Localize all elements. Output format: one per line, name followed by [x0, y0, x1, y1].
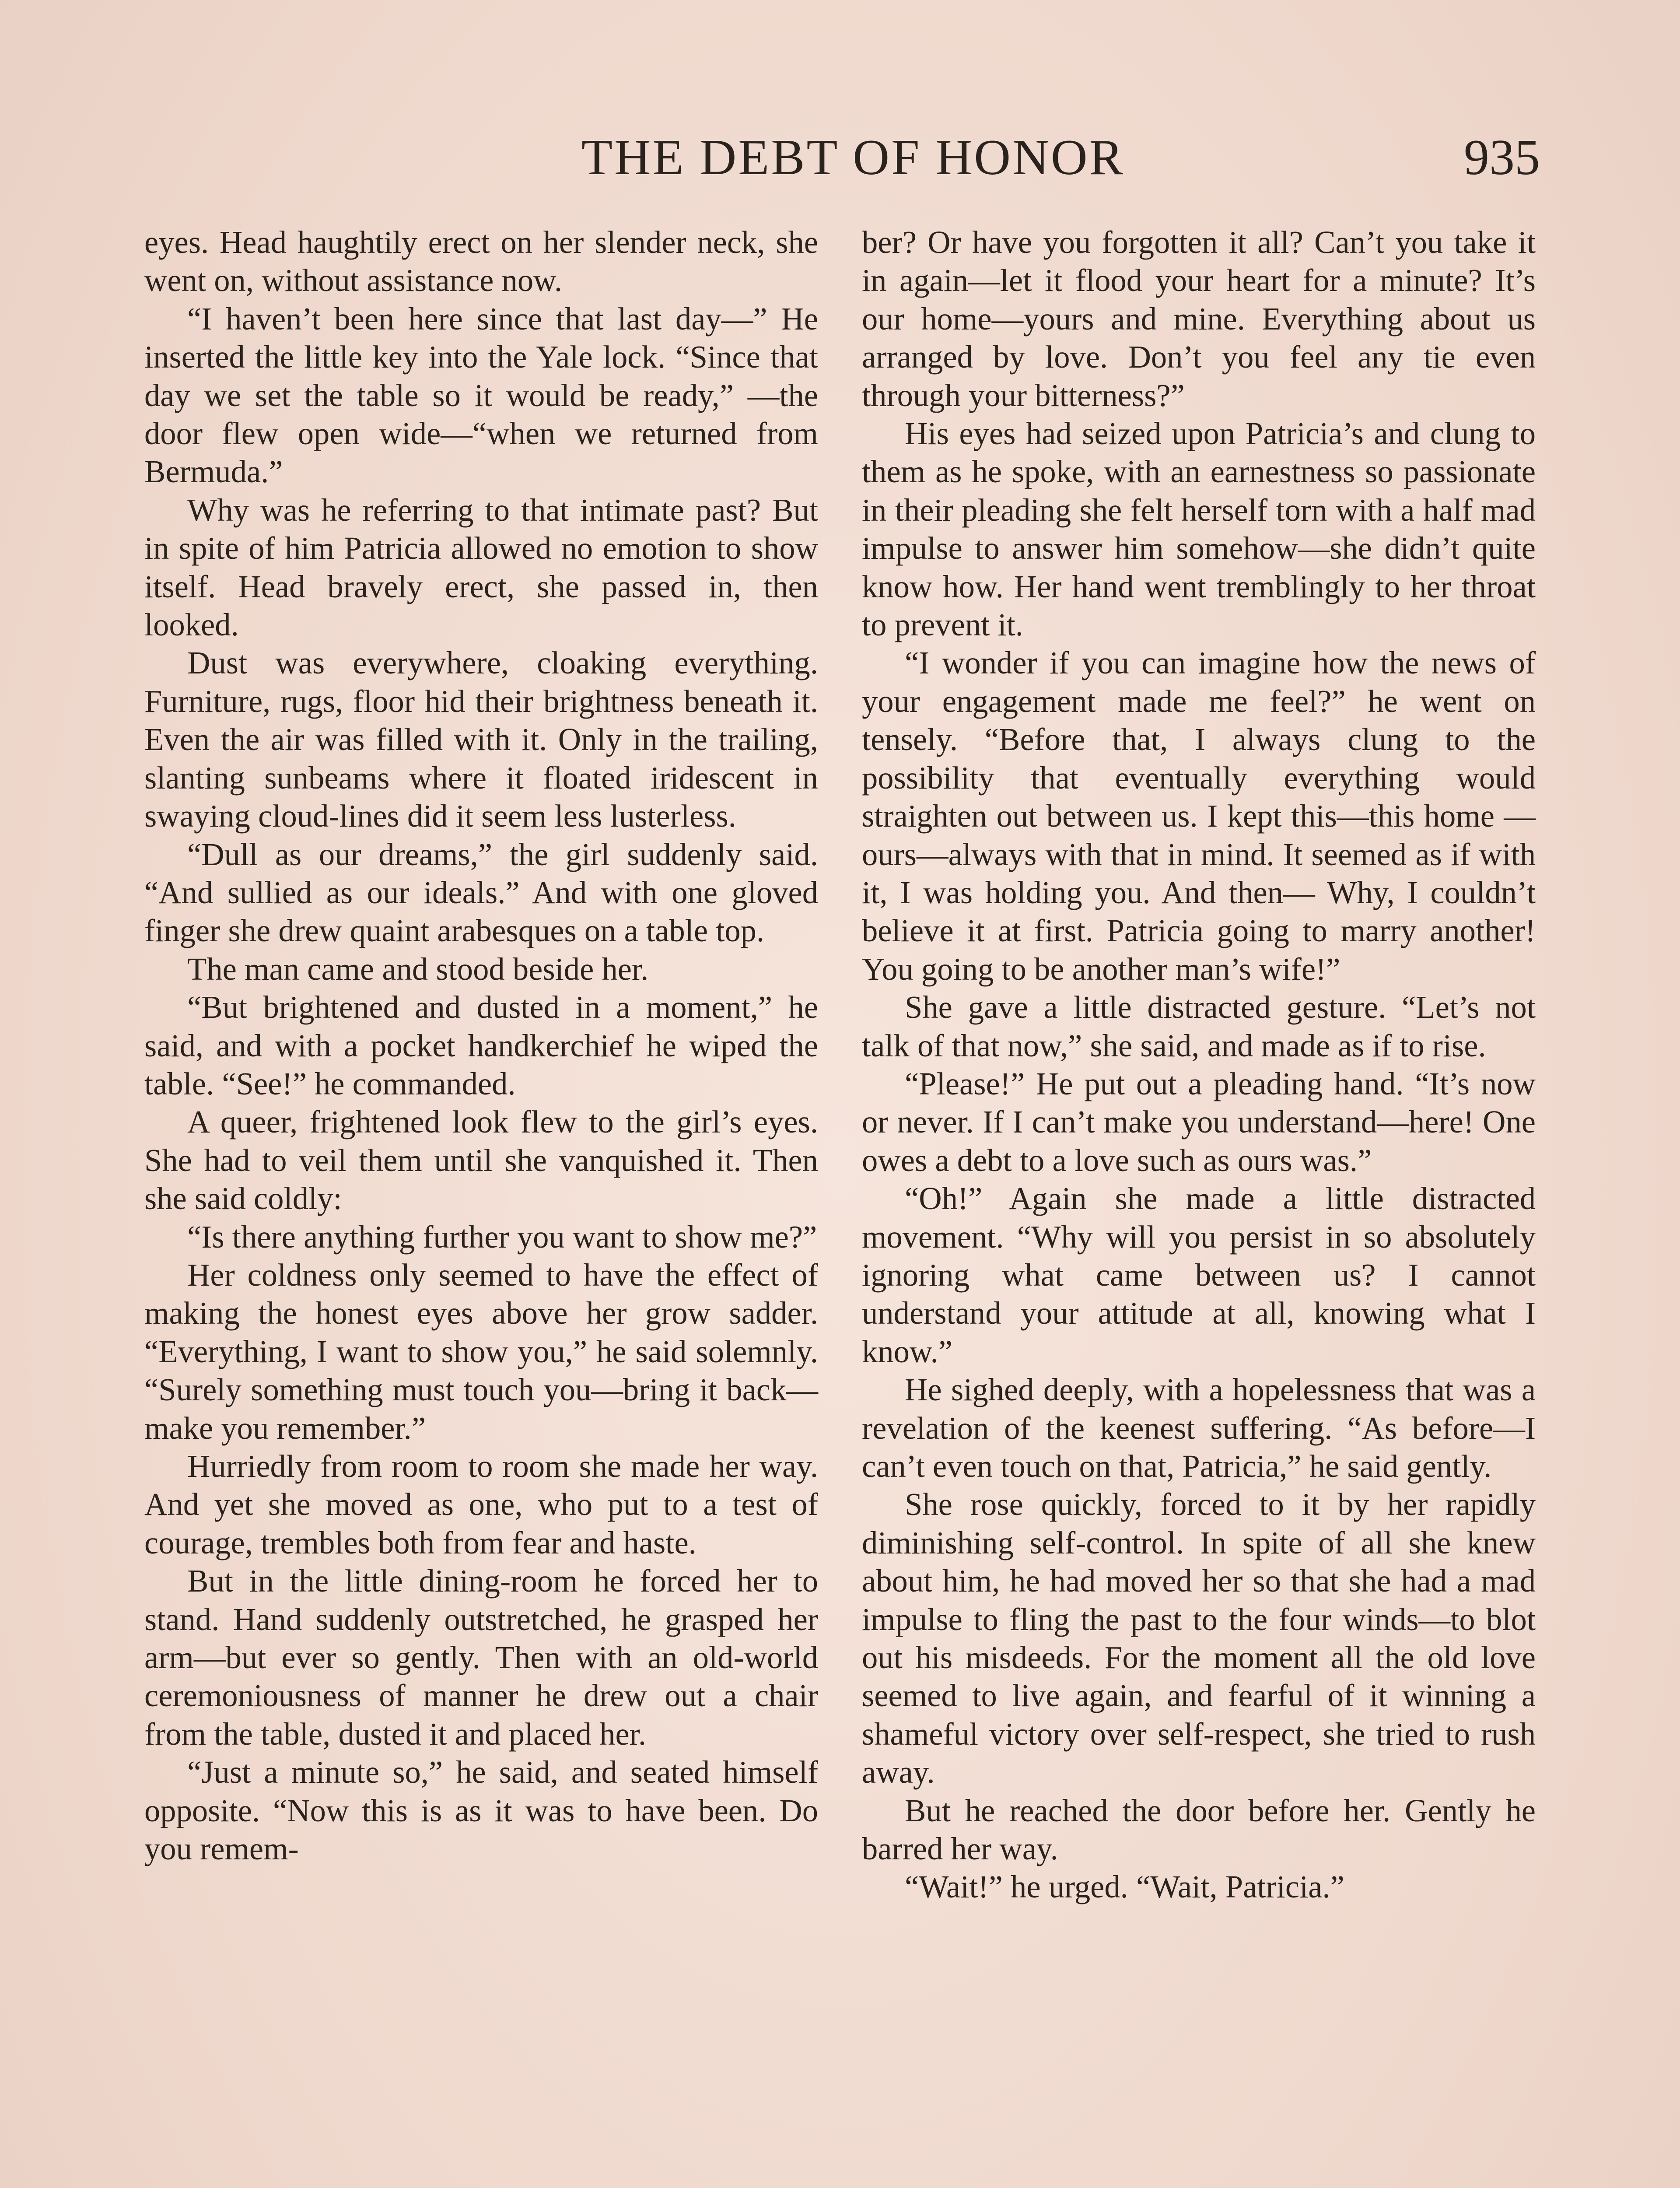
paragraph: She gave a little distracted gesture. “Let’s not talk of that now,” she said, and made as if to rise.	[862, 989, 1536, 1063]
paragraph: “Please!” He put out a pleading hand. “It’s now or never. If I can’t make you understand—here! One owes a debt to a love such as ours was.”	[862, 1066, 1536, 1178]
paragraph: He sighed deeply, with a hopelessness that was a revelation of the keenest suffering. “As before—I can’t even touch on that, Patricia,” he said gently.	[862, 1372, 1536, 1484]
paragraph: His eyes had seized upon Patricia’s and clung to them as he spoke, with an earnestness so passionate in their pleading she felt herself torn with a half mad impulse to answer him somehow—she didn’t quite know how. Her hand went tremblingly to her throat to prevent it.	[862, 416, 1536, 643]
paragraph: Dust was everywhere, cloaking everything. Furniture, rugs, floor hid their brightness beneath it. Even the air was filled with it. Only in the trailing, slanting sunbeams where it floated iridescent in swaying cloud-lines did it seem less lusterless.	[144, 645, 818, 834]
page-header	[140, 127, 1540, 193]
paragraph: ber? Or have you forgotten it all? Can’t you take it in again—let it flood your heart for a minute? It’s our home—yours and mine. Everything about us arranged by love. Don’t you feel any tie even through your bitterness?”	[862, 224, 1536, 413]
paragraph: But he reached the door before her. Gently he barred her way.	[862, 1792, 1536, 1867]
paragraph: “I wonder if you can imagine how the news of your engagement made me feel?” he went on tensely. “Before that, I always clung to the possibility that eventually everything would straighten out between us. I kept this—this home —ours—always with that in mind. It seemed as if with it, I was holding you. And then— Why, I couldn’t believe it at first. Patricia going to marry another! You going to be another man’s wife!”	[862, 645, 1536, 987]
page-number: 935	[1464, 130, 1540, 186]
paragraph: “I haven’t been here since that last day—” He inserted the little key into the Yale lock. “Since that day we set the table so it would be ready,” —the door flew open wide—“when we returned from Bermuda.”	[144, 301, 818, 490]
running-title: THE DEBT OF HONOR	[581, 130, 1125, 186]
paragraph: Her coldness only seemed to have the effect of making the honest eyes above her grow sadder. “Everything, I want to show you,” he said solemnly. “Surely something must touch you—bring it back—make you remember.”	[144, 1257, 818, 1446]
paragraph: “Wait!” he urged. “Wait, Patricia.”	[905, 1869, 1344, 1905]
paragraph: “Just a minute so,” he said, and seated himself opposite. “Now this is as it was to have been. Do you remem-	[144, 1754, 818, 1867]
paragraph: She rose quickly, forced to it by her rapidly diminishing self-control. In spite of all she knew about him, he had moved her so that she had a mad impulse to fling the past to the four winds—to blot out his misdeeds. For the moment all the old love seemed to live again, and fearful of it winning a shameful victory over self-respect, she tried to rush away.	[862, 1487, 1536, 1790]
right-column	[862, 223, 1536, 1906]
paragraph: “Is there anything further you want to show me?”	[187, 1219, 817, 1255]
paragraph: A queer, frightened look flew to the girl’s eyes. She had to veil them until she vanquished it. Then she said coldly:	[144, 1104, 818, 1217]
paragraph: “Oh!” Again she made a little distracted movement. “Why will you persist in so absolutely ignoring what came between us? I cannot understand your attitude at all, knowing what I know.”	[862, 1181, 1536, 1369]
paragraph: “But brightened and dusted in a moment,” he said, and with a pocket handkerchief he wiped the table. “See!” he commanded.	[144, 989, 818, 1101]
paragraph: “Dull as our dreams,” the girl suddenly said. “And sullied as our ideals.” And with one gloved finger she drew quaint arabesques on a table top.	[144, 836, 818, 949]
left-column	[144, 223, 818, 1868]
paragraph: But in the little dining-room he forced her to stand. Hand suddenly outstretched, he grasped her arm—but ever so gently. Then with an old-world ceremoniousness of manner he drew out a chair from the table, dusted it and placed her.	[144, 1563, 818, 1752]
paragraph: Why was he referring to that intimate past? But in spite of him Patricia allowed no emotion to show itself. Head bravely erect, she passed in, then looked.	[144, 492, 818, 643]
paragraph: Hurriedly from room to room she made her way. And yet she moved as one, who put to a test of courage, trembles both from fear and haste.	[144, 1448, 818, 1560]
paragraph: The man came and stood beside her.	[187, 951, 649, 987]
paragraph: eyes. Head haughtily erect on her slender neck, she went on, without assistance now.	[144, 224, 818, 298]
